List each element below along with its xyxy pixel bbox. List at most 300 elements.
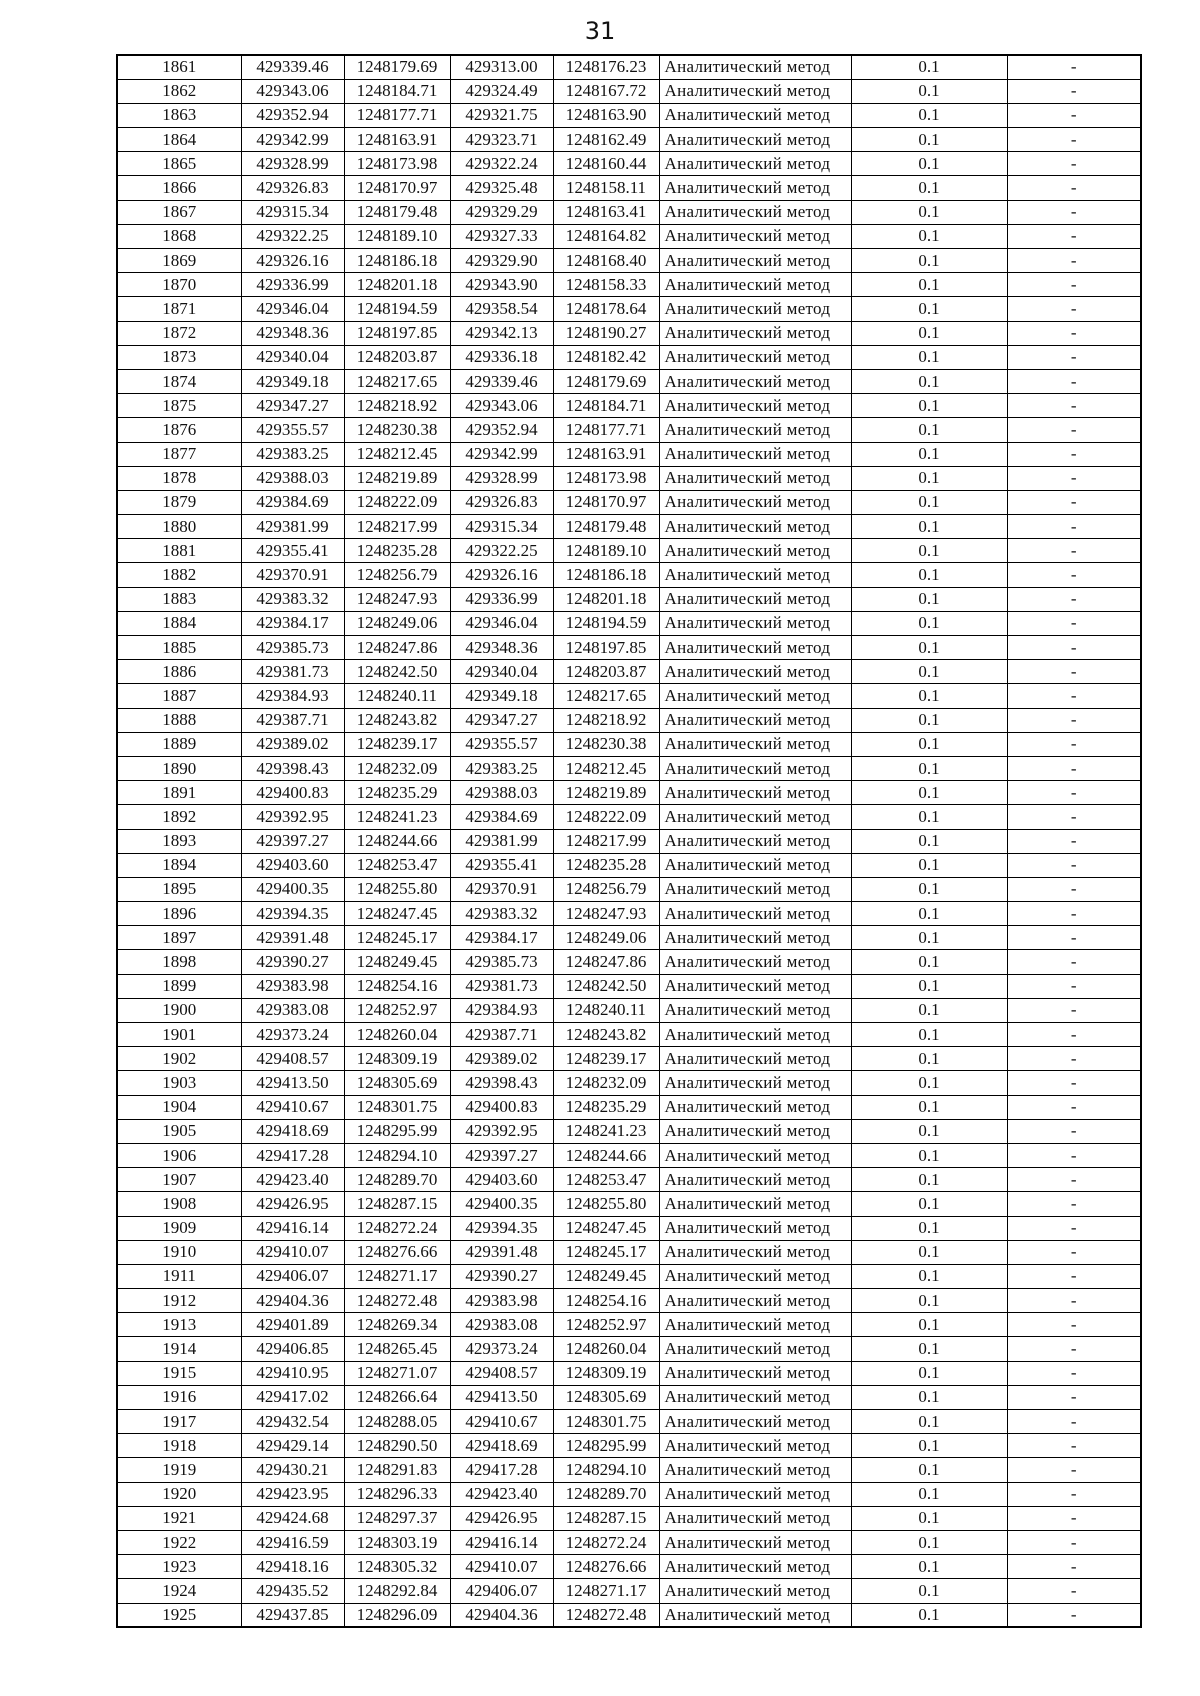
note-cell: - xyxy=(1007,79,1141,103)
accuracy-cell: 0.1 xyxy=(851,1289,1007,1313)
y1-cell: 1248256.79 xyxy=(344,563,450,587)
y2-cell: 1248272.48 xyxy=(553,1603,659,1627)
y2-cell: 1248219.89 xyxy=(553,781,659,805)
y1-cell: 1248266.64 xyxy=(344,1385,450,1409)
y1-cell: 1248242.50 xyxy=(344,660,450,684)
note-cell: - xyxy=(1007,394,1141,418)
accuracy-cell: 0.1 xyxy=(851,877,1007,901)
x1-cell: 429388.03 xyxy=(241,466,344,490)
x2-cell: 429400.35 xyxy=(450,1192,553,1216)
accuracy-cell: 0.1 xyxy=(851,176,1007,200)
point-number-cell: 1904 xyxy=(117,1095,241,1119)
table-row xyxy=(117,1264,1141,1288)
point-number-cell: 1876 xyxy=(117,418,241,442)
note-cell: - xyxy=(1007,1530,1141,1554)
point-number-cell: 1886 xyxy=(117,660,241,684)
accuracy-cell: 0.1 xyxy=(851,1095,1007,1119)
note-cell: - xyxy=(1007,684,1141,708)
note-cell: - xyxy=(1007,1192,1141,1216)
note-cell: - xyxy=(1007,805,1141,829)
y2-cell: 1248212.45 xyxy=(553,756,659,780)
y2-cell: 1248189.10 xyxy=(553,539,659,563)
note-cell: - xyxy=(1007,853,1141,877)
y1-cell: 1248219.89 xyxy=(344,466,450,490)
x2-cell: 429327.33 xyxy=(450,224,553,248)
x1-cell: 429328.99 xyxy=(241,152,344,176)
note-cell: - xyxy=(1007,1023,1141,1047)
x1-cell: 429384.93 xyxy=(241,684,344,708)
point-number-cell: 1865 xyxy=(117,152,241,176)
accuracy-cell: 0.1 xyxy=(851,1264,1007,1288)
x1-cell: 429370.91 xyxy=(241,563,344,587)
note-cell: - xyxy=(1007,1071,1141,1095)
y2-cell: 1248162.49 xyxy=(553,128,659,152)
x2-cell: 429348.36 xyxy=(450,636,553,660)
x1-cell: 429394.35 xyxy=(241,902,344,926)
x2-cell: 429321.75 xyxy=(450,103,553,127)
table-row xyxy=(117,1168,1141,1192)
point-number-cell: 1923 xyxy=(117,1555,241,1579)
y2-cell: 1248295.99 xyxy=(553,1434,659,1458)
x1-cell: 429383.98 xyxy=(241,974,344,998)
x2-cell: 429358.54 xyxy=(450,297,553,321)
x2-cell: 429339.46 xyxy=(450,369,553,393)
y1-cell: 1248309.19 xyxy=(344,1047,450,1071)
y1-cell: 1248179.69 xyxy=(344,55,450,79)
method-cell: Аналитический метод xyxy=(659,297,851,321)
note-cell: - xyxy=(1007,1555,1141,1579)
x1-cell: 429406.07 xyxy=(241,1264,344,1288)
note-cell: - xyxy=(1007,539,1141,563)
point-number-cell: 1873 xyxy=(117,345,241,369)
method-cell: Аналитический метод xyxy=(659,1289,851,1313)
y2-cell: 1248235.28 xyxy=(553,853,659,877)
x1-cell: 429336.99 xyxy=(241,273,344,297)
y2-cell: 1248184.71 xyxy=(553,394,659,418)
page-number: 31 xyxy=(584,17,616,45)
x1-cell: 429343.06 xyxy=(241,79,344,103)
point-number-cell: 1895 xyxy=(117,877,241,901)
x2-cell: 429322.24 xyxy=(450,152,553,176)
note-cell: - xyxy=(1007,224,1141,248)
point-number-cell: 1863 xyxy=(117,103,241,127)
x1-cell: 429384.69 xyxy=(241,490,344,514)
table-row xyxy=(117,1119,1141,1143)
note-cell: - xyxy=(1007,1385,1141,1409)
y1-cell: 1248305.32 xyxy=(344,1555,450,1579)
table-row xyxy=(117,805,1141,829)
x1-cell: 429342.99 xyxy=(241,128,344,152)
note-cell: - xyxy=(1007,103,1141,127)
y2-cell: 1248294.10 xyxy=(553,1458,659,1482)
method-cell: Аналитический метод xyxy=(659,1482,851,1506)
x1-cell: 429381.99 xyxy=(241,515,344,539)
x1-cell: 429410.07 xyxy=(241,1240,344,1264)
x2-cell: 429406.07 xyxy=(450,1579,553,1603)
y1-cell: 1248269.34 xyxy=(344,1313,450,1337)
table-row xyxy=(117,611,1141,635)
table-row xyxy=(117,974,1141,998)
y2-cell: 1248271.17 xyxy=(553,1579,659,1603)
x1-cell: 429404.36 xyxy=(241,1289,344,1313)
x2-cell: 429389.02 xyxy=(450,1047,553,1071)
x1-cell: 429397.27 xyxy=(241,829,344,853)
note-cell: - xyxy=(1007,297,1141,321)
table-row xyxy=(117,708,1141,732)
point-number-cell: 1916 xyxy=(117,1385,241,1409)
table-row xyxy=(117,224,1141,248)
accuracy-cell: 0.1 xyxy=(851,297,1007,321)
note-cell: - xyxy=(1007,418,1141,442)
note-cell: - xyxy=(1007,708,1141,732)
method-cell: Аналитический метод xyxy=(659,902,851,926)
table-row xyxy=(117,1603,1141,1627)
x1-cell: 429315.34 xyxy=(241,200,344,224)
y2-cell: 1248243.82 xyxy=(553,1023,659,1047)
note-cell: - xyxy=(1007,1337,1141,1361)
note-cell: - xyxy=(1007,1458,1141,1482)
method-cell: Аналитический метод xyxy=(659,974,851,998)
note-cell: - xyxy=(1007,902,1141,926)
accuracy-cell: 0.1 xyxy=(851,1506,1007,1530)
point-number-cell: 1912 xyxy=(117,1289,241,1313)
accuracy-cell: 0.1 xyxy=(851,805,1007,829)
y1-cell: 1248230.38 xyxy=(344,418,450,442)
x1-cell: 429392.95 xyxy=(241,805,344,829)
accuracy-cell: 0.1 xyxy=(851,1071,1007,1095)
accuracy-cell: 0.1 xyxy=(851,79,1007,103)
method-cell: Аналитический метод xyxy=(659,1264,851,1288)
note-cell: - xyxy=(1007,249,1141,273)
x2-cell: 429324.49 xyxy=(450,79,553,103)
y1-cell: 1248301.75 xyxy=(344,1095,450,1119)
method-cell: Аналитический метод xyxy=(659,418,851,442)
coordinates-table xyxy=(116,54,1142,1628)
x1-cell: 429408.57 xyxy=(241,1047,344,1071)
point-number-cell: 1909 xyxy=(117,1216,241,1240)
x1-cell: 429416.59 xyxy=(241,1530,344,1554)
table-row xyxy=(117,79,1141,103)
x2-cell: 429417.28 xyxy=(450,1458,553,1482)
y1-cell: 1248287.15 xyxy=(344,1192,450,1216)
y2-cell: 1248217.99 xyxy=(553,829,659,853)
y1-cell: 1248194.59 xyxy=(344,297,450,321)
table-row xyxy=(117,490,1141,514)
accuracy-cell: 0.1 xyxy=(851,418,1007,442)
x1-cell: 429326.16 xyxy=(241,249,344,273)
method-cell: Аналитический метод xyxy=(659,926,851,950)
point-number-cell: 1917 xyxy=(117,1410,241,1434)
x1-cell: 429423.95 xyxy=(241,1482,344,1506)
x2-cell: 429329.29 xyxy=(450,200,553,224)
method-cell: Аналитический метод xyxy=(659,176,851,200)
point-number-cell: 1893 xyxy=(117,829,241,853)
table-row xyxy=(117,587,1141,611)
x2-cell: 429426.95 xyxy=(450,1506,553,1530)
y1-cell: 1248252.97 xyxy=(344,998,450,1022)
y2-cell: 1248197.85 xyxy=(553,636,659,660)
note-cell: - xyxy=(1007,781,1141,805)
table-row xyxy=(117,442,1141,466)
note-cell: - xyxy=(1007,950,1141,974)
accuracy-cell: 0.1 xyxy=(851,539,1007,563)
y1-cell: 1248235.29 xyxy=(344,781,450,805)
y1-cell: 1248177.71 xyxy=(344,103,450,127)
point-number-cell: 1891 xyxy=(117,781,241,805)
x1-cell: 429403.60 xyxy=(241,853,344,877)
x1-cell: 429424.68 xyxy=(241,1506,344,1530)
x2-cell: 429343.06 xyxy=(450,394,553,418)
x2-cell: 429394.35 xyxy=(450,1216,553,1240)
y2-cell: 1248240.11 xyxy=(553,998,659,1022)
note-cell: - xyxy=(1007,1313,1141,1337)
table-row xyxy=(117,418,1141,442)
y1-cell: 1248290.50 xyxy=(344,1434,450,1458)
method-cell: Аналитический метод xyxy=(659,1168,851,1192)
x1-cell: 429410.95 xyxy=(241,1361,344,1385)
note-cell: - xyxy=(1007,1579,1141,1603)
note-cell: - xyxy=(1007,369,1141,393)
method-cell: Аналитический метод xyxy=(659,1434,851,1458)
y2-cell: 1248305.69 xyxy=(553,1385,659,1409)
y2-cell: 1248287.15 xyxy=(553,1506,659,1530)
point-number-cell: 1874 xyxy=(117,369,241,393)
y2-cell: 1248190.27 xyxy=(553,321,659,345)
x2-cell: 429343.90 xyxy=(450,273,553,297)
table-row xyxy=(117,1482,1141,1506)
y2-cell: 1248289.70 xyxy=(553,1482,659,1506)
method-cell: Аналитический метод xyxy=(659,466,851,490)
y1-cell: 1248272.48 xyxy=(344,1289,450,1313)
x2-cell: 429381.73 xyxy=(450,974,553,998)
note-cell: - xyxy=(1007,974,1141,998)
note-cell: - xyxy=(1007,442,1141,466)
x2-cell: 429384.69 xyxy=(450,805,553,829)
y1-cell: 1248305.69 xyxy=(344,1071,450,1095)
y2-cell: 1248179.48 xyxy=(553,515,659,539)
accuracy-cell: 0.1 xyxy=(851,1143,1007,1167)
table-row xyxy=(117,1555,1141,1579)
x2-cell: 429328.99 xyxy=(450,466,553,490)
method-cell: Аналитический метод xyxy=(659,587,851,611)
y1-cell: 1248254.16 xyxy=(344,974,450,998)
accuracy-cell: 0.1 xyxy=(851,1579,1007,1603)
note-cell: - xyxy=(1007,1410,1141,1434)
table-row xyxy=(117,1047,1141,1071)
point-number-cell: 1884 xyxy=(117,611,241,635)
x2-cell: 429329.90 xyxy=(450,249,553,273)
accuracy-cell: 0.1 xyxy=(851,321,1007,345)
point-number-cell: 1870 xyxy=(117,273,241,297)
point-number-cell: 1880 xyxy=(117,515,241,539)
accuracy-cell: 0.1 xyxy=(851,1361,1007,1385)
note-cell: - xyxy=(1007,176,1141,200)
table-row xyxy=(117,1095,1141,1119)
x1-cell: 429400.83 xyxy=(241,781,344,805)
method-cell: Аналитический метод xyxy=(659,853,851,877)
x2-cell: 429413.50 xyxy=(450,1385,553,1409)
point-number-cell: 1885 xyxy=(117,636,241,660)
x2-cell: 429392.95 xyxy=(450,1119,553,1143)
y1-cell: 1248271.07 xyxy=(344,1361,450,1385)
y1-cell: 1248245.17 xyxy=(344,926,450,950)
method-cell: Аналитический метод xyxy=(659,1313,851,1337)
accuracy-cell: 0.1 xyxy=(851,466,1007,490)
y1-cell: 1248203.87 xyxy=(344,345,450,369)
accuracy-cell: 0.1 xyxy=(851,998,1007,1022)
point-number-cell: 1888 xyxy=(117,708,241,732)
note-cell: - xyxy=(1007,877,1141,901)
y2-cell: 1248201.18 xyxy=(553,587,659,611)
x2-cell: 429323.71 xyxy=(450,128,553,152)
point-number-cell: 1890 xyxy=(117,756,241,780)
note-cell: - xyxy=(1007,490,1141,514)
method-cell: Аналитический метод xyxy=(659,515,851,539)
y1-cell: 1248296.33 xyxy=(344,1482,450,1506)
point-number-cell: 1915 xyxy=(117,1361,241,1385)
x2-cell: 429383.08 xyxy=(450,1313,553,1337)
x1-cell: 429389.02 xyxy=(241,732,344,756)
method-cell: Аналитический метод xyxy=(659,200,851,224)
y1-cell: 1248173.98 xyxy=(344,152,450,176)
y1-cell: 1248189.10 xyxy=(344,224,450,248)
point-number-cell: 1920 xyxy=(117,1482,241,1506)
y2-cell: 1248222.09 xyxy=(553,805,659,829)
y2-cell: 1248301.75 xyxy=(553,1410,659,1434)
point-number-cell: 1897 xyxy=(117,926,241,950)
method-cell: Аналитический метод xyxy=(659,1047,851,1071)
table-row xyxy=(117,1313,1141,1337)
accuracy-cell: 0.1 xyxy=(851,1385,1007,1409)
table-row xyxy=(117,636,1141,660)
y1-cell: 1248184.71 xyxy=(344,79,450,103)
note-cell: - xyxy=(1007,273,1141,297)
accuracy-cell: 0.1 xyxy=(851,1337,1007,1361)
note-cell: - xyxy=(1007,128,1141,152)
x1-cell: 429387.71 xyxy=(241,708,344,732)
point-number-cell: 1919 xyxy=(117,1458,241,1482)
x2-cell: 429326.16 xyxy=(450,563,553,587)
x1-cell: 429352.94 xyxy=(241,103,344,127)
table-row xyxy=(117,684,1141,708)
accuracy-cell: 0.1 xyxy=(851,1047,1007,1071)
table-row xyxy=(117,1023,1141,1047)
table-row xyxy=(117,1385,1141,1409)
x1-cell: 429348.36 xyxy=(241,321,344,345)
method-cell: Аналитический метод xyxy=(659,103,851,127)
x1-cell: 429401.89 xyxy=(241,1313,344,1337)
table-row xyxy=(117,128,1141,152)
note-cell: - xyxy=(1007,1095,1141,1119)
y2-cell: 1248163.41 xyxy=(553,200,659,224)
y2-cell: 1248247.86 xyxy=(553,950,659,974)
x1-cell: 429384.17 xyxy=(241,611,344,635)
accuracy-cell: 0.1 xyxy=(851,128,1007,152)
method-cell: Аналитический метод xyxy=(659,1361,851,1385)
x1-cell: 429417.28 xyxy=(241,1143,344,1167)
table-row xyxy=(117,1579,1141,1603)
method-cell: Аналитический метод xyxy=(659,1530,851,1554)
x1-cell: 429355.57 xyxy=(241,418,344,442)
point-number-cell: 1903 xyxy=(117,1071,241,1095)
x1-cell: 429340.04 xyxy=(241,345,344,369)
table-row xyxy=(117,1337,1141,1361)
accuracy-cell: 0.1 xyxy=(851,1555,1007,1579)
note-cell: - xyxy=(1007,1482,1141,1506)
x1-cell: 429346.04 xyxy=(241,297,344,321)
y1-cell: 1248296.09 xyxy=(344,1603,450,1627)
y1-cell: 1248289.70 xyxy=(344,1168,450,1192)
point-number-cell: 1899 xyxy=(117,974,241,998)
method-cell: Аналитический метод xyxy=(659,1506,851,1530)
note-cell: - xyxy=(1007,321,1141,345)
x1-cell: 429322.25 xyxy=(241,224,344,248)
y1-cell: 1248163.91 xyxy=(344,128,450,152)
x2-cell: 429410.07 xyxy=(450,1555,553,1579)
table-row xyxy=(117,515,1141,539)
point-number-cell: 1898 xyxy=(117,950,241,974)
x2-cell: 429385.73 xyxy=(450,950,553,974)
table-row xyxy=(117,152,1141,176)
table-row xyxy=(117,345,1141,369)
y2-cell: 1248249.06 xyxy=(553,926,659,950)
table-row xyxy=(117,732,1141,756)
point-number-cell: 1907 xyxy=(117,1168,241,1192)
note-cell: - xyxy=(1007,152,1141,176)
y1-cell: 1248292.84 xyxy=(344,1579,450,1603)
method-cell: Аналитический метод xyxy=(659,636,851,660)
note-cell: - xyxy=(1007,1361,1141,1385)
x2-cell: 429398.43 xyxy=(450,1071,553,1095)
method-cell: Аналитический метод xyxy=(659,249,851,273)
accuracy-cell: 0.1 xyxy=(851,1023,1007,1047)
accuracy-cell: 0.1 xyxy=(851,587,1007,611)
y2-cell: 1248255.80 xyxy=(553,1192,659,1216)
point-number-cell: 1869 xyxy=(117,249,241,273)
y1-cell: 1248265.45 xyxy=(344,1337,450,1361)
table-row xyxy=(117,466,1141,490)
method-cell: Аналитический метод xyxy=(659,321,851,345)
accuracy-cell: 0.1 xyxy=(851,974,1007,998)
table-row xyxy=(117,273,1141,297)
x1-cell: 429413.50 xyxy=(241,1071,344,1095)
y2-cell: 1248244.66 xyxy=(553,1143,659,1167)
y2-cell: 1248173.98 xyxy=(553,466,659,490)
accuracy-cell: 0.1 xyxy=(851,1530,1007,1554)
y2-cell: 1248309.19 xyxy=(553,1361,659,1385)
y1-cell: 1248197.85 xyxy=(344,321,450,345)
x2-cell: 429403.60 xyxy=(450,1168,553,1192)
method-cell: Аналитический метод xyxy=(659,781,851,805)
method-cell: Аналитический метод xyxy=(659,1603,851,1627)
y2-cell: 1248230.38 xyxy=(553,732,659,756)
accuracy-cell: 0.1 xyxy=(851,853,1007,877)
y1-cell: 1248222.09 xyxy=(344,490,450,514)
y2-cell: 1248235.29 xyxy=(553,1095,659,1119)
point-number-cell: 1924 xyxy=(117,1579,241,1603)
accuracy-cell: 0.1 xyxy=(851,1410,1007,1434)
x2-cell: 429355.57 xyxy=(450,732,553,756)
y2-cell: 1248170.97 xyxy=(553,490,659,514)
method-cell: Аналитический метод xyxy=(659,1458,851,1482)
table-row xyxy=(117,103,1141,127)
x2-cell: 429336.18 xyxy=(450,345,553,369)
note-cell: - xyxy=(1007,998,1141,1022)
y1-cell: 1248297.37 xyxy=(344,1506,450,1530)
accuracy-cell: 0.1 xyxy=(851,902,1007,926)
accuracy-cell: 0.1 xyxy=(851,224,1007,248)
y2-cell: 1248163.90 xyxy=(553,103,659,127)
